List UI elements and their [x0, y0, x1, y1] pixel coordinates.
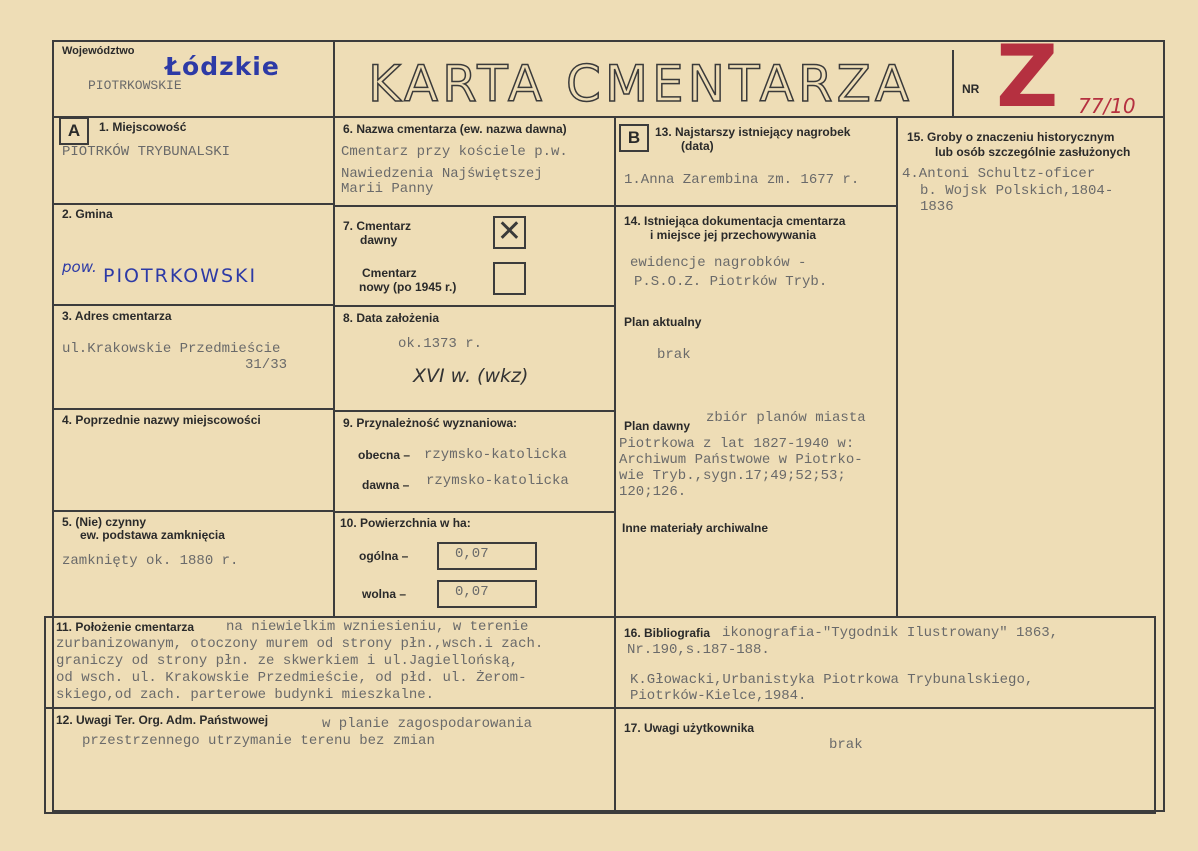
field-14-value-line2: P.S.O.Z. Piotrków Tryb.	[634, 274, 828, 290]
field-8-value: ok.1373 r.	[398, 336, 483, 352]
field-7-label-line2: dawny	[360, 233, 398, 247]
field-2-value: PIOTRKOWSKI	[103, 265, 258, 287]
field-7-new-line2: nowy (po 1945 r.)	[359, 280, 457, 294]
old-plan-line5: 120;126.	[619, 484, 687, 500]
field-2-label: 2. Gmina	[62, 207, 113, 221]
current-plan-label: Plan aktualny	[624, 315, 702, 329]
field-16-line3: K.Głowacki,Urbanistyka Piotrkowa Trybunalskiego,	[630, 672, 1034, 688]
old-plan-line4: wie Tryb.,sygn.17;49;52;53;	[619, 468, 846, 484]
field-1-label: 1. Miejscowość	[99, 120, 187, 134]
current-plan-value: brak	[657, 347, 691, 363]
field-10-label: 10. Powierzchnia w ha:	[340, 516, 471, 530]
col-divider-1	[333, 40, 335, 616]
other-archival-label: Inne materiały archiwalne	[622, 521, 769, 535]
nr-label: NR	[962, 82, 980, 96]
field-16-label: 16. Bibliografia	[624, 626, 711, 640]
row-divider-m4	[333, 511, 614, 513]
section-a-marker: A	[59, 117, 89, 145]
row-divider-m1	[333, 205, 614, 207]
field-10-free-label: wolna –	[362, 587, 407, 601]
field-9-former-value: rzymsko-katolicka	[426, 473, 569, 489]
field-10-free-box	[437, 580, 537, 608]
row-divider-a4	[52, 510, 333, 512]
field-7-label-line1: 7. Cmentarz	[343, 219, 412, 233]
nr-letter: Z	[996, 27, 1059, 127]
field-11-label: 11. Położenie cmentarza	[56, 620, 195, 634]
field-7-new-line1: Cmentarz	[362, 266, 417, 280]
field-9-former-label: dawna –	[362, 478, 410, 492]
field-17-label: 17. Uwagi użytkownika	[624, 721, 755, 735]
field-6-label: 6. Nazwa cmentarza (ew. nazwa dawna)	[343, 122, 567, 136]
row-divider-a3	[52, 408, 333, 410]
field-9-current-value: rzymsko-katolicka	[424, 447, 567, 463]
field-12-line1: w planie zagospodarowania	[322, 716, 533, 732]
row-divider-m2	[333, 305, 614, 307]
field-13-label-line2: (data)	[681, 139, 714, 153]
county-value: PIOTRKOWSKIE	[88, 78, 182, 93]
field-5-label-line1: 5. (Nie) czynny	[62, 515, 147, 529]
field-8-handwritten: XVI w. (wkz)	[413, 365, 529, 387]
field-11-line1: na niewielkim wzniesieniu, w terenie	[226, 619, 529, 635]
field-14-value-line1: ewidencje nagrobków -	[630, 255, 807, 271]
old-plan-label: Plan dawny	[624, 419, 691, 433]
row-divider-m3	[333, 410, 614, 412]
field-2-prefix: pow.	[62, 258, 97, 276]
field-6-value-line3: Marii Panny	[341, 181, 434, 197]
field-15-label-line2: lub osób szczególnie zasłużonych	[935, 145, 1131, 159]
section-b-marker: B	[619, 124, 649, 152]
field-6-value-line2: Nawiedzenia Najświętszej	[341, 166, 543, 182]
col-divider-3	[896, 116, 898, 616]
field-5-label-line2: ew. podstawa zamknięcia	[80, 528, 225, 542]
field-11-line2: zurbanizowanym, otoczony murem od strony płn.,wsch.i zach.	[56, 636, 544, 652]
field-16-line1: ikonografia-"Tygodnik Ilustrowany" 1863,	[722, 625, 1059, 641]
field-10-total-label: ogólna –	[359, 549, 409, 563]
field-10-free-value: 0,07	[455, 584, 489, 600]
field-11-line5: skiego,od zach. parterowe budynki mieszkalne.	[56, 687, 435, 703]
field-10-total-value: 0,07	[455, 546, 489, 562]
field-6-value-line1: Cmentarz przy kościele p.w.	[341, 144, 568, 160]
field-14-label-line2: i miejsce jej przechowywania	[650, 228, 817, 242]
old-cemetery-checkbox[interactable]: ✕	[493, 216, 526, 249]
field-3-value-line1: ul.Krakowskie Przedmieście	[62, 341, 281, 357]
field-13-label-line1: 13. Najstarszy istniejący nagrobek	[655, 125, 851, 139]
field-5-value: zamknięty ok. 1880 r.	[62, 553, 239, 569]
old-plan-line2: Piotrkowa z lat 1827-1940 w:	[619, 436, 855, 452]
old-plan-line3: Archiwum Państwowe w Piotrko-	[619, 452, 863, 468]
field-11-line3: graniczy od strony płn. ze skwerkiem i ul.Jagiellońską,	[56, 653, 519, 669]
field-8-label: 8. Data założenia	[343, 311, 440, 325]
field-4-label: 4. Poprzednie nazwy miejscowości	[62, 413, 261, 427]
field-13-value: 1.Anna Zarembina zm. 1677 r.	[624, 172, 860, 188]
field-3-label: 3. Adres cmentarza	[62, 309, 172, 323]
card-title: KARTA CMENTARZA	[368, 55, 914, 113]
nr-number: 77/10	[1078, 94, 1136, 118]
field-16-line2: Nr.190,s.187-188.	[627, 642, 770, 658]
field-16-line4: Piotrków-Kielce,1984.	[630, 688, 807, 704]
field-9-label: 9. Przynależność wyznaniowa:	[343, 416, 518, 430]
old-plan-line1: zbiór planów miasta	[706, 410, 866, 426]
field-15-value-line2: b. Wojsk Polskich,1804-	[920, 183, 1114, 199]
voivodeship-label: Województwo	[62, 45, 135, 57]
row-divider-b1	[614, 205, 896, 207]
field-9-current-label: obecna –	[358, 448, 411, 462]
row-divider-a1	[52, 203, 333, 205]
field-11-line4: od wsch. ul. Krakowskie Przedmieście, od płd. ul. Żerom-	[56, 670, 527, 686]
nr-divider	[952, 50, 954, 116]
new-cemetery-checkbox[interactable]	[493, 262, 526, 295]
field-17-value: brak	[829, 737, 863, 753]
field-15-value-line1: 4.Antoni Schultz-oficer	[902, 166, 1096, 182]
field-3-value-line2: 31/33	[245, 357, 288, 373]
row-divider-a2	[52, 304, 333, 306]
field-14-label-line1: 14. Istniejąca dokumentacja cmentarza	[624, 214, 846, 228]
field-12-label: 12. Uwagi Ter. Org. Adm. Państwowej	[56, 713, 269, 727]
field-12-line2: przestrzennego utrzymanie terenu bez zmian	[82, 733, 435, 749]
row-divider-bottom	[44, 707, 1156, 709]
field-10-total-box	[437, 542, 537, 570]
field-15-label-line1: 15. Groby o znaczeniu historycznym	[907, 130, 1115, 144]
voivodeship-stamp: Łódzkie	[165, 52, 280, 81]
field-1-value: PIOTRKÓW TRYBUNALSKI	[62, 144, 231, 160]
field-15-value-line3: 1836	[920, 199, 954, 215]
